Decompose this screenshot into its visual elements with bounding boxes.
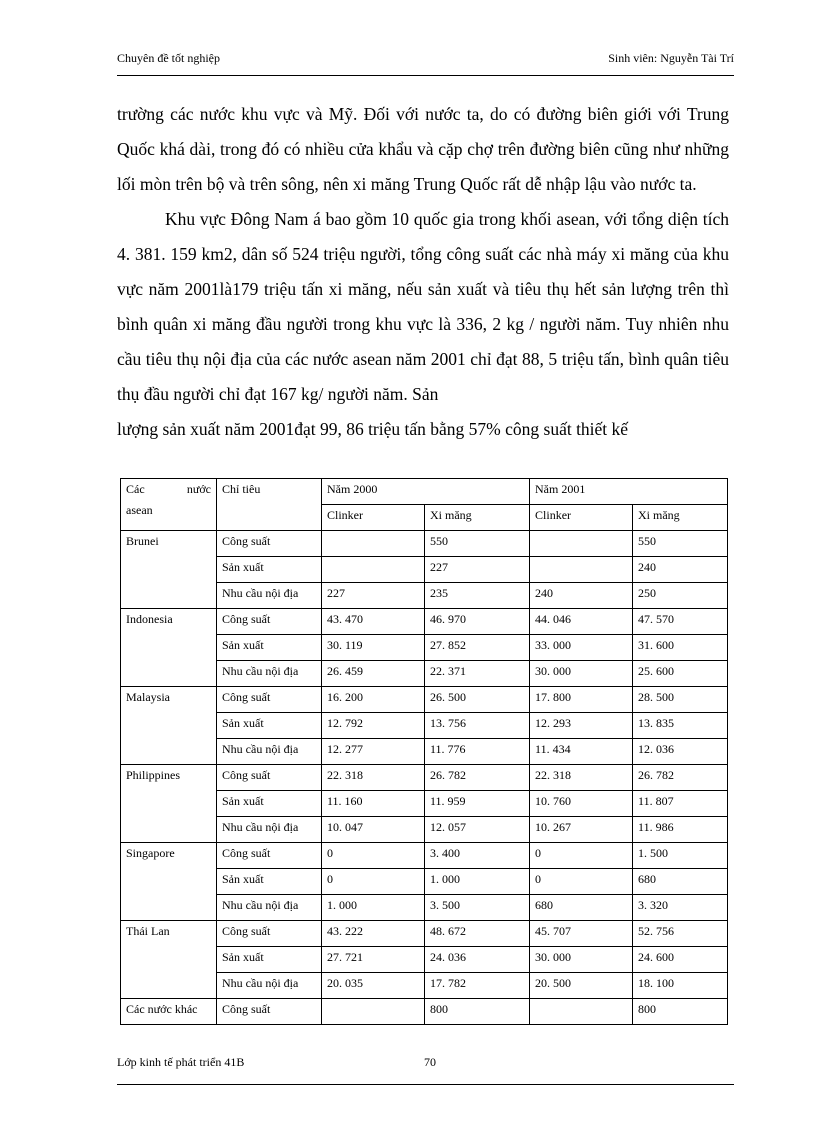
value-cell: 11. 776 xyxy=(425,739,530,765)
value-cell: 26. 782 xyxy=(633,765,728,791)
value-cell: 27. 852 xyxy=(425,635,530,661)
value-cell: 24. 600 xyxy=(633,947,728,973)
value-cell: 800 xyxy=(633,999,728,1025)
header-author: Sinh viên: Nguyễn Tài Trí xyxy=(608,51,734,65)
indicator-cell: Công suất xyxy=(217,843,322,869)
value-cell: 11. 160 xyxy=(322,791,425,817)
page-header xyxy=(117,50,734,66)
value-cell: 12. 277 xyxy=(322,739,425,765)
value-cell: 10. 267 xyxy=(530,817,633,843)
value-cell: 20. 500 xyxy=(530,973,633,999)
value-cell: 1. 000 xyxy=(425,869,530,895)
value-cell: 3. 500 xyxy=(425,895,530,921)
value-cell xyxy=(322,557,425,583)
value-cell: 24. 036 xyxy=(425,947,530,973)
value-cell: 680 xyxy=(530,895,633,921)
table-row xyxy=(121,765,728,791)
value-cell: 26. 459 xyxy=(322,661,425,687)
indicator-cell: Nhu cầu nội địa xyxy=(217,817,322,843)
country-cell: Malaysia xyxy=(121,687,217,765)
indicator-cell: Nhu cầu nội địa xyxy=(217,583,322,609)
header-clinker-2001: Clinker xyxy=(530,505,633,531)
value-cell: 17. 782 xyxy=(425,973,530,999)
value-cell: 22. 318 xyxy=(530,765,633,791)
value-cell: 550 xyxy=(425,531,530,557)
indicator-cell: Sản xuất xyxy=(217,557,322,583)
footer-class: Lớp kinh tế phát triển 41B xyxy=(117,1055,245,1069)
value-cell: 11. 959 xyxy=(425,791,530,817)
value-cell: 31. 600 xyxy=(633,635,728,661)
value-cell: 1. 000 xyxy=(322,895,425,921)
value-cell: 44. 046 xyxy=(530,609,633,635)
table-row xyxy=(121,843,728,869)
indicator-cell: Nhu cầu nội địa xyxy=(217,895,322,921)
paragraph-2-last-line: lượng sản xuất năm 2001đạt 99, 86 triệu tấn bằng 57% công suất thiết kế xyxy=(117,419,629,439)
value-cell: 550 xyxy=(633,531,728,557)
value-cell: 48. 672 xyxy=(425,921,530,947)
value-cell: 0 xyxy=(530,869,633,895)
value-cell: 240 xyxy=(633,557,728,583)
value-cell: 22. 371 xyxy=(425,661,530,687)
indicator-cell: Nhu cầu nội địa xyxy=(217,661,322,687)
value-cell: 25. 600 xyxy=(633,661,728,687)
indicator-cell: Công suất xyxy=(217,531,322,557)
value-cell: 13. 756 xyxy=(425,713,530,739)
header-countries xyxy=(121,479,217,531)
value-cell xyxy=(322,531,425,557)
header-countries-word-2: nước xyxy=(186,482,211,496)
value-cell: 227 xyxy=(425,557,530,583)
indicator-cell: Sản xuất xyxy=(217,869,322,895)
paragraph-2: Khu vực Đông Nam á bao gồm 10 quốc gia trong khối asean, với tổng diện tích 4. 381. 159 km2, dân số 524 triệu người, tổng công suất các nhà máy xi măng của khu vực năm 2001là179 triệu tấn xi măng, nếu sản xuất và tiêu thụ hết sản lượng trên thì bình quân xi măng đầu người trong khu vực là 336, 2 kg / người năm. Tuy nhiên nhu cầu tiêu thụ nội địa của các nước asean năm 2001 chỉ đạt 88, 5 triệu tấn, bình quân tiêu thụ đầu người chỉ đạt 167 kg/ người năm. Sản xyxy=(117,209,729,404)
header-title: Chuyên đề tốt nghiệp xyxy=(117,51,220,65)
country-cell: Các nước khác xyxy=(121,999,217,1025)
value-cell: 680 xyxy=(633,869,728,895)
value-cell: 30. 119 xyxy=(322,635,425,661)
value-cell: 43. 470 xyxy=(322,609,425,635)
country-cell: Brunei xyxy=(121,531,217,609)
value-cell: 250 xyxy=(633,583,728,609)
asean-cement-table xyxy=(120,478,728,1025)
value-cell: 30. 000 xyxy=(530,661,633,687)
header-year-2000: Năm 2000 xyxy=(322,479,530,505)
header-year-2001: Năm 2001 xyxy=(530,479,728,505)
country-cell: Thái Lan xyxy=(121,921,217,999)
value-cell: 52. 756 xyxy=(633,921,728,947)
paragraph-1: trường các nước khu vực và Mỹ. Đối với nước ta, do có đường biên giới với Trung Quốc khá dài, trong đó có nhiều cửa khẩu và cặp chợ trên đường biên cũng như những lối mòn trên bộ và trên sông, nên xi măng Trung Quốc rất dễ nhập lậu vào nước ta. xyxy=(117,104,729,194)
value-cell: 800 xyxy=(425,999,530,1025)
value-cell: 26. 782 xyxy=(425,765,530,791)
value-cell: 17. 800 xyxy=(530,687,633,713)
header-clinker-2000: Clinker xyxy=(322,505,425,531)
value-cell: 46. 970 xyxy=(425,609,530,635)
value-cell: 12. 036 xyxy=(633,739,728,765)
value-cell xyxy=(322,999,425,1025)
indicator-cell: Sản xuất xyxy=(217,713,322,739)
header-cement-2000: Xi măng xyxy=(425,505,530,531)
header-cement-2001: Xi măng xyxy=(633,505,728,531)
value-cell: 0 xyxy=(322,843,425,869)
footer-rule xyxy=(117,1084,734,1085)
indicator-cell: Công suất xyxy=(217,999,322,1025)
country-cell: Singapore xyxy=(121,843,217,921)
value-cell: 1. 500 xyxy=(633,843,728,869)
value-cell: 227 xyxy=(322,583,425,609)
value-cell: 43. 222 xyxy=(322,921,425,947)
indicator-cell: Công suất xyxy=(217,609,322,635)
header-countries-word-3: asean xyxy=(126,503,153,517)
value-cell: 16. 200 xyxy=(322,687,425,713)
value-cell: 11. 434 xyxy=(530,739,633,765)
value-cell: 18. 100 xyxy=(633,973,728,999)
value-cell: 27. 721 xyxy=(322,947,425,973)
value-cell xyxy=(530,557,633,583)
table-row xyxy=(121,687,728,713)
value-cell: 240 xyxy=(530,583,633,609)
value-cell xyxy=(530,531,633,557)
value-cell: 22. 318 xyxy=(322,765,425,791)
table-row xyxy=(121,531,728,557)
value-cell: 45. 707 xyxy=(530,921,633,947)
page-number: 70 xyxy=(424,1055,436,1069)
value-cell: 47. 570 xyxy=(633,609,728,635)
value-cell: 0 xyxy=(530,843,633,869)
indicator-cell: Sản xuất xyxy=(217,635,322,661)
value-cell: 20. 035 xyxy=(322,973,425,999)
country-cell: Philippines xyxy=(121,765,217,843)
indicator-cell: Nhu cầu nội địa xyxy=(217,973,322,999)
body-text xyxy=(117,97,729,447)
indicator-cell: Nhu cầu nội địa xyxy=(217,739,322,765)
value-cell: 12. 057 xyxy=(425,817,530,843)
value-cell: 26. 500 xyxy=(425,687,530,713)
value-cell: 11. 807 xyxy=(633,791,728,817)
indicator-cell: Công suất xyxy=(217,921,322,947)
value-cell: 33. 000 xyxy=(530,635,633,661)
value-cell: 10. 047 xyxy=(322,817,425,843)
header-countries-word-1: Các xyxy=(126,482,145,496)
value-cell: 12. 293 xyxy=(530,713,633,739)
value-cell: 235 xyxy=(425,583,530,609)
value-cell: 11. 986 xyxy=(633,817,728,843)
table-row xyxy=(121,921,728,947)
table-row xyxy=(121,999,728,1025)
value-cell: 0 xyxy=(322,869,425,895)
indicator-cell: Sản xuất xyxy=(217,791,322,817)
country-cell: Indonesia xyxy=(121,609,217,687)
value-cell: 3. 400 xyxy=(425,843,530,869)
value-cell xyxy=(530,999,633,1025)
value-cell: 12. 792 xyxy=(322,713,425,739)
value-cell: 30. 000 xyxy=(530,947,633,973)
indicator-cell: Công suất xyxy=(217,687,322,713)
indicator-cell: Công suất xyxy=(217,765,322,791)
header-indicator: Chỉ tiêu xyxy=(217,479,322,531)
indicator-cell: Sản xuất xyxy=(217,947,322,973)
table-header-row-1 xyxy=(121,479,728,505)
value-cell: 13. 835 xyxy=(633,713,728,739)
value-cell: 28. 500 xyxy=(633,687,728,713)
table-row xyxy=(121,609,728,635)
header-rule xyxy=(117,75,734,76)
value-cell: 10. 760 xyxy=(530,791,633,817)
value-cell: 3. 320 xyxy=(633,895,728,921)
